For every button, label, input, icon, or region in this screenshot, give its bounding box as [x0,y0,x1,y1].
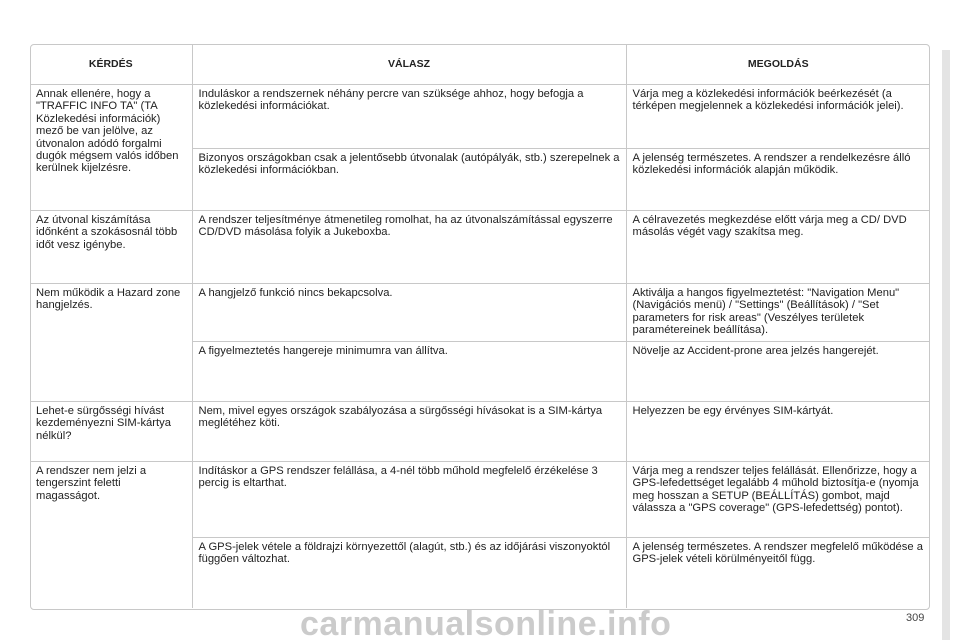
header-question: KÉRDÉS [88,57,133,70]
solution-cell: A jelenség természetes. A rendszer a rendelkezésre álló közlekedési információk alapján működik. [626,149,930,211]
solution-cell: A célravezetés megkezdése előtt várja meg a CD/ DVD másolás végét vagy szakítsa meg. [626,211,930,284]
answer-cell: Induláskor a rendszernek néhány percre van szüksége ahhoz, hogy befogja a közlekedési információkat. [192,85,626,149]
answer-cell: Bizonyos országokban csak a jelentősebb útvonalak (autópályák, stb.) szerepelnek a közlekedési információkban. [192,149,626,211]
solution-cell: Helyezzen be egy érvényes SIM-kártyát. [626,402,930,462]
answer-cell: A hangjelző funkció nincs bekapcsolva. [192,284,626,342]
solution-cell: Várja meg a rendszer teljes felállását. Ellenőrizze, hogy a GPS-lefedettséget legalább 4 műhold biztosítja-e (nyomja meg hosszan a SETUP (BEÁLLÍTÁS) gombot, majd válassza a "GPS coverage" (GPS-lefedettség) pontot). [626,462,930,538]
question-cell: Lehet-e sürgősségi hívást kezdeményezni SIM-kártya nélkül? [30,402,192,462]
solution-cell: Aktiválja a hangos figyelmeztetést: "Navigation Menu" (Navigációs menü) / "Settings" (Beállítások) / "Set parameters for risk areas" (Veszélyes területek paramétereinek beállítása). [626,284,930,342]
answer-cell: A GPS-jelek vétele a földrajzi környezettől (alagút, stb.) és az időjárási viszonyoktól függően változhat. [192,538,626,608]
table-row [30,85,930,149]
page-edge-bar [942,50,950,640]
page-number: 309 [906,612,925,624]
table-row [30,211,930,284]
solution-cell: Várja meg a közlekedési információk beérkezését (a térképen megjelennek a közlekedési információk jelei). [626,85,930,149]
question-cell: Annak ellenére, hogy a "TRAFFIC INFO TA" (TA Közlekedési információk) mező be van jelölve, az útvonalon adódó forgalmi dugók mégsem valós időben kerülnek kijelzésre. [30,85,192,211]
table-row [30,284,930,342]
watermark: carmanualsonline.info [300,605,672,643]
question-cell: A rendszer nem jelzi a tengerszint feletti magasságot. [30,462,192,608]
answer-cell: A figyelmeztetés hangereje minimumra van állítva. [192,342,626,402]
solution-cell: Növelje az Accident-prone area jelzés hangerejét. [626,342,930,402]
answer-cell: A rendszer teljesítménye átmenetileg romolhat, ha az útvonalszámítással egyszerre CD/DVD másolása folyik a Jukeboxba. [192,211,626,284]
answer-cell: Indításkor a GPS rendszer felállása, a 4-nél több műhold megfelelő érzékelése 3 percig is eltarthat. [192,462,626,538]
table-row [30,402,930,462]
faq-table [30,44,930,608]
header-answer: VÁLASZ [192,44,626,85]
question-cell: Nem működik a Hazard zone hangjelzés. [30,284,192,402]
header-solution: MEGOLDÁS [626,44,930,85]
table-header-row [30,44,930,85]
table-row [30,462,930,538]
question-cell: Az útvonal kiszámítása időnként a szokásosnál több időt vesz igénybe. [30,211,192,284]
solution-cell: A jelenség természetes. A rendszer megfelelő működése a GPS-jelek vételi körülményeitől függ. [626,538,930,608]
answer-cell: Nem, mivel egyes országok szabályozása a sürgősségi hívásokat is a SIM-kártya meglétéhez köti. [192,402,626,462]
